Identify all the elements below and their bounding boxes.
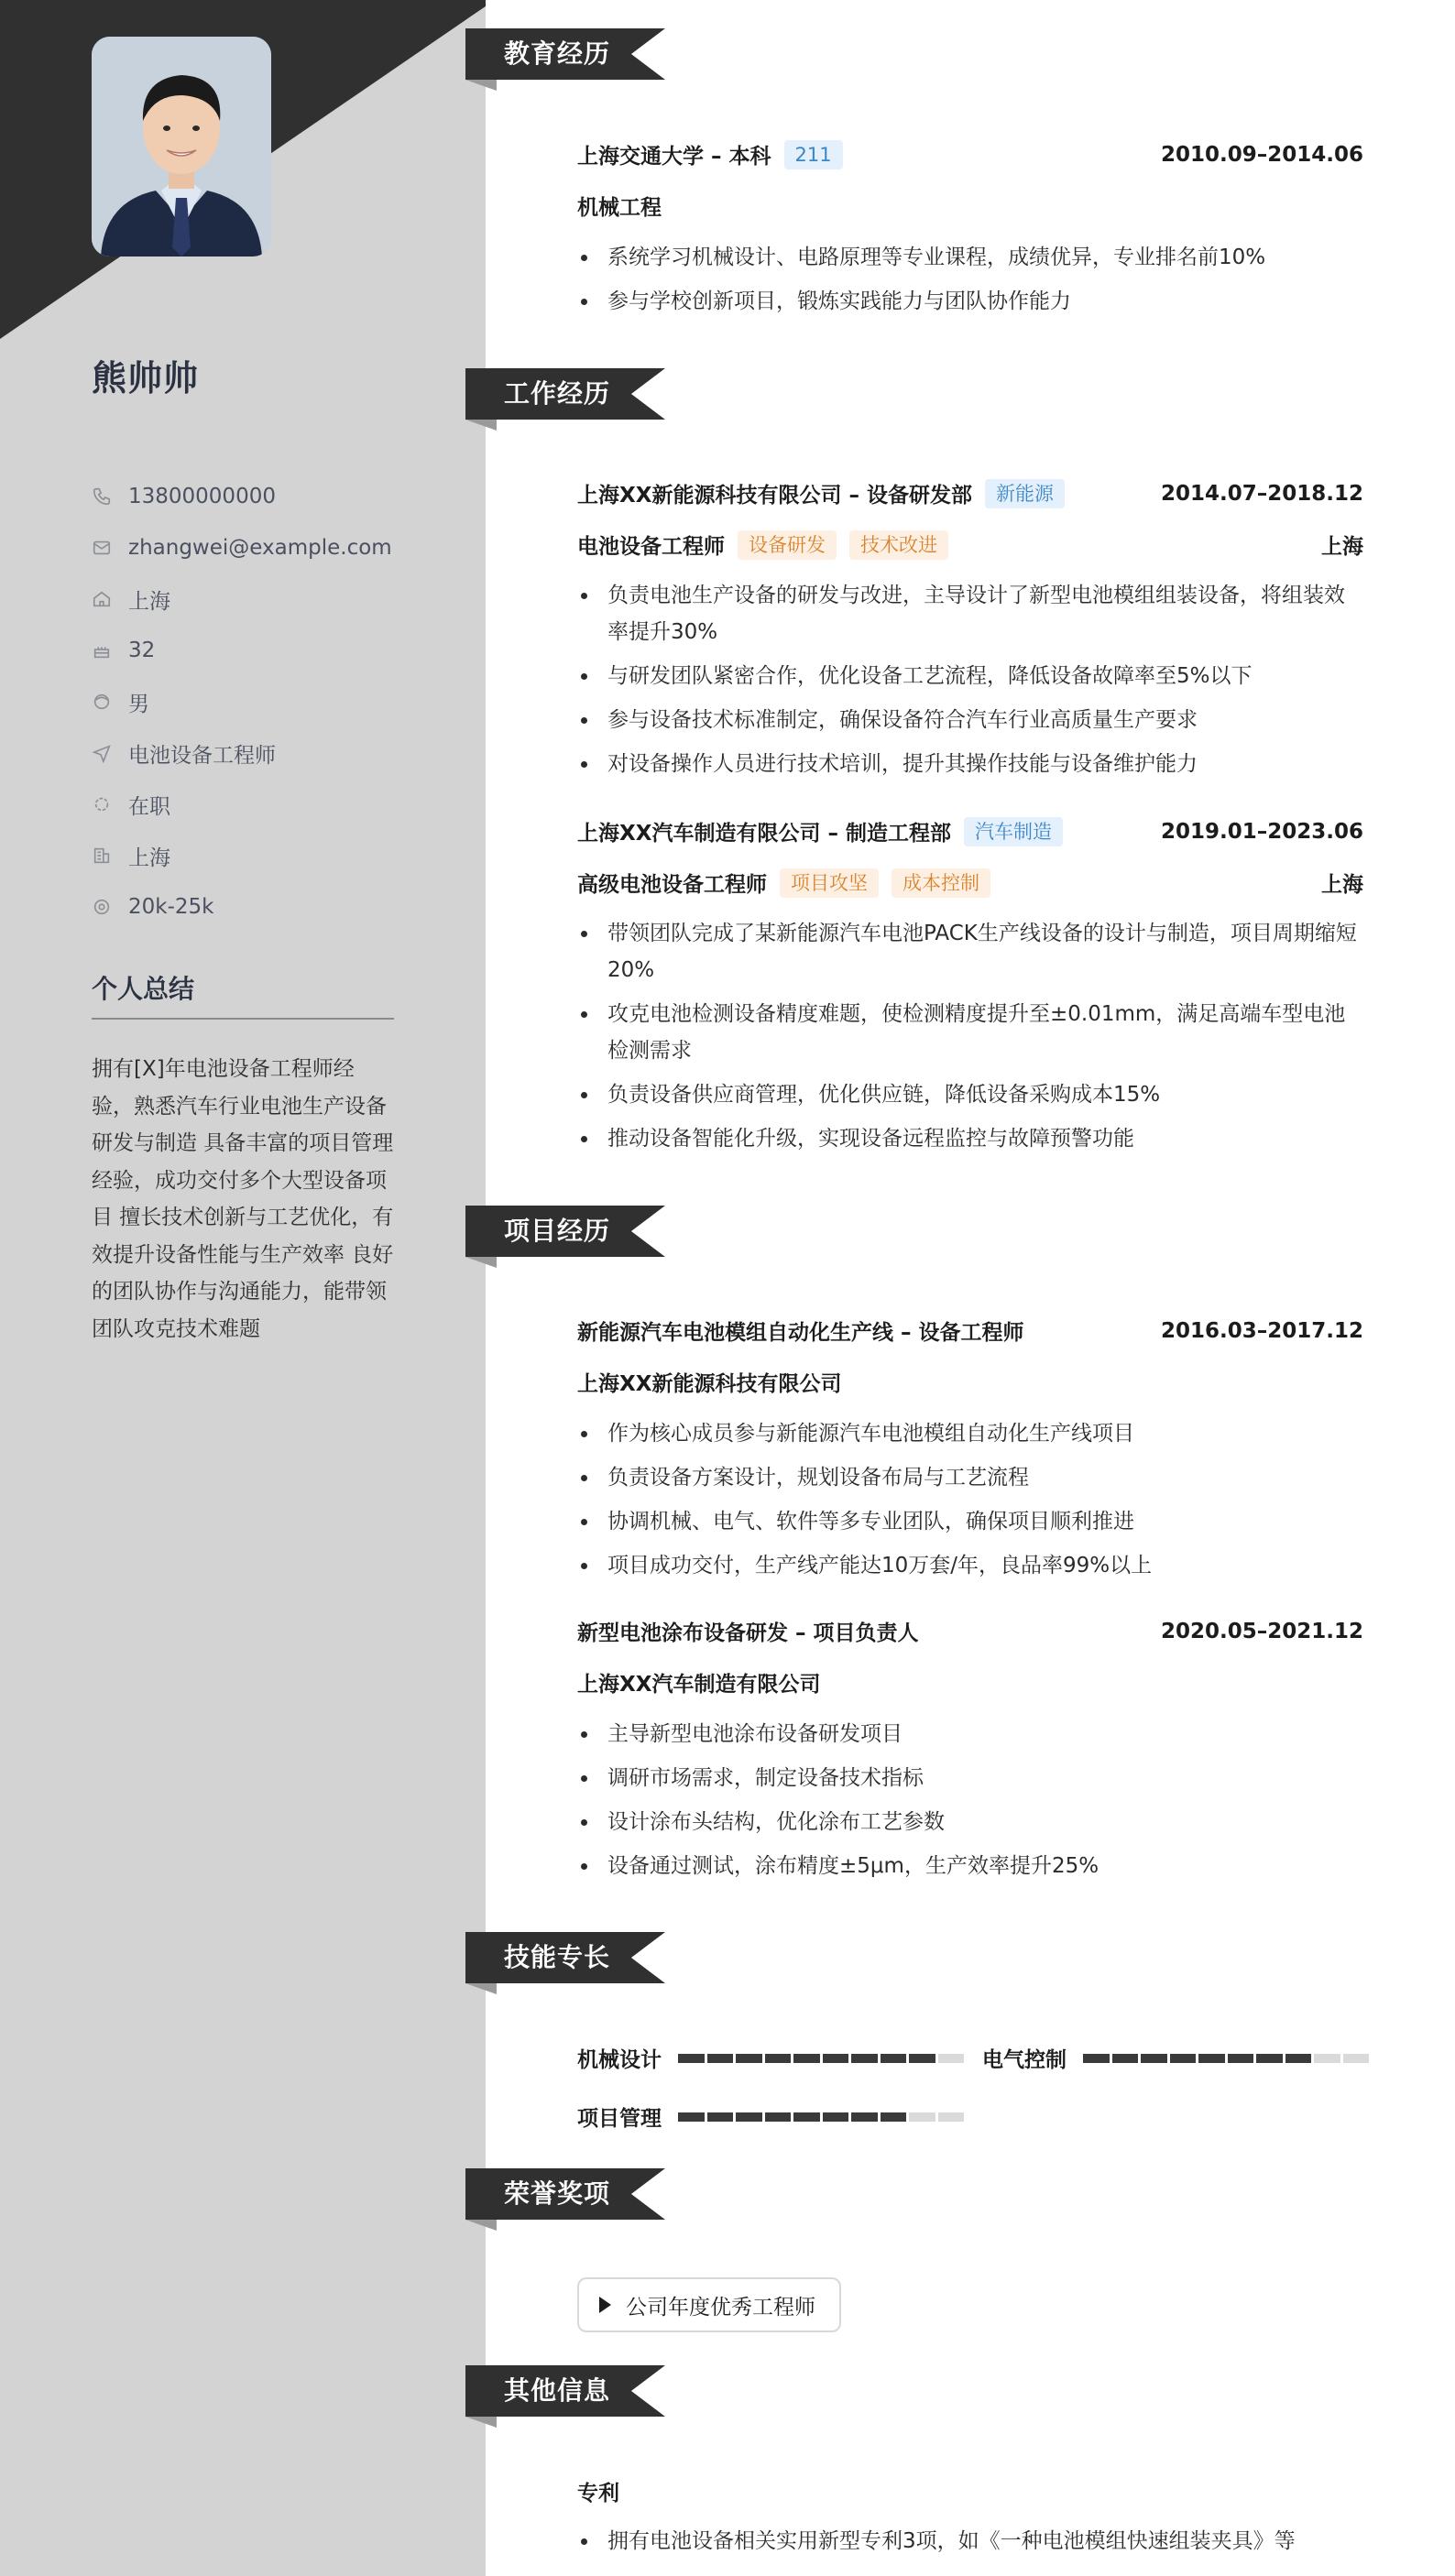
skill-bar-segment: [1343, 2054, 1370, 2063]
role-tag: 成本控制: [892, 868, 990, 898]
industry-tag: 新能源: [985, 479, 1065, 508]
home-icon: [92, 589, 112, 609]
mail-icon: [92, 538, 112, 558]
skill-item: [577, 2043, 964, 2073]
section-header-projects: [465, 1206, 667, 1259]
section-header-work: [465, 368, 667, 421]
list-item: 对设备操作人员进行技术培训，提升其操作技能与设备维护能力: [577, 746, 1363, 782]
role-tag: 项目攻坚: [780, 868, 879, 898]
skill-level-bar: [1083, 2054, 1369, 2063]
skill-bar-segment: [765, 2112, 792, 2122]
section-title: 其他信息: [504, 2375, 611, 2406]
skill-bar-segment: [881, 2054, 907, 2063]
list-item: 调研市场需求，制定设备技术指标: [577, 1760, 1363, 1796]
skill-bar-segment: [765, 2054, 792, 2063]
education-date: 2010.09–2014.06: [1160, 142, 1363, 167]
work-bullets-1: [577, 577, 1363, 790]
list-item: 设备通过测试，涂布精度±5μm，生产效率提升25%: [577, 1848, 1363, 1884]
skill-bar-segment: [1256, 2054, 1283, 2063]
skill-bar-segment: [851, 2054, 878, 2063]
education-bullets: [577, 239, 1363, 327]
project-title: 新能源汽车电池模组自动化生产线 – 设备工程师: [577, 1321, 1024, 1345]
list-item: 系统学习机械设计、电路原理等专业课程，成绩优异，专业排名前10%: [577, 239, 1363, 276]
contact-salary: [92, 881, 403, 933]
contact-text: 32: [128, 639, 156, 662]
skill-item: [982, 2043, 1369, 2073]
skill-bar-segment: [678, 2054, 705, 2063]
gender-icon: [92, 692, 112, 712]
other-title: 专利: [577, 2482, 619, 2505]
contact-age: [92, 625, 403, 676]
contact-text: 男: [128, 692, 149, 716]
skill-bar-segment: [707, 2054, 734, 2063]
project-header-2: [577, 1616, 1363, 1646]
skill-bar-segment: [736, 2112, 762, 2122]
role-tag: 设备研发: [738, 530, 837, 560]
play-triangle-icon: [599, 2297, 611, 2313]
section-title: 教育经历: [504, 38, 611, 69]
work-role-row-2: [577, 868, 1363, 898]
project-company-row-1: [577, 1367, 1363, 1397]
contact-text: 20k-25k: [128, 895, 214, 919]
industry-tag: 汽车制造: [964, 817, 1063, 846]
project-date: 2020.05–2021.12: [1160, 1619, 1363, 1643]
skill-bar-segment: [1141, 2054, 1167, 2063]
work-header-1: [577, 478, 1363, 508]
avatar: [92, 37, 271, 257]
skill-bar-segment: [1198, 2054, 1225, 2063]
skill-bar-segment: [793, 2112, 820, 2122]
contact-gender: [92, 676, 403, 727]
skill-level-bar: [678, 2054, 964, 2063]
list-item: 主导新型电池涂布设备研发项目: [577, 1716, 1363, 1752]
skill-bar-segment: [909, 2054, 935, 2063]
contact-text: 13800000000: [128, 485, 276, 508]
contact-text: 电池设备工程师: [128, 743, 276, 768]
status-icon: [92, 794, 112, 814]
honor-badge: [577, 2277, 841, 2332]
contact-text: zhangwei@example.com: [128, 536, 392, 560]
section-title: 技能专长: [504, 1942, 611, 1972]
skill-bar-segment: [881, 2112, 907, 2122]
summary-divider: [92, 1018, 394, 1020]
work-location: 上海: [1321, 873, 1363, 897]
section-header-other: [465, 2365, 667, 2418]
list-item: 负责设备供应商管理，优化供应链，降低设备采购成本15%: [577, 1076, 1363, 1113]
project-company: 上海XX汽车制造有限公司: [577, 1673, 821, 1697]
skill-bar-segment: [1314, 2054, 1340, 2063]
contact-location: [92, 573, 403, 625]
project-header-1: [577, 1315, 1363, 1346]
section-header-skills: [465, 1932, 667, 1985]
contact-phone: [92, 471, 403, 522]
sidebar: [0, 0, 486, 2576]
skill-bar-segment: [938, 2112, 965, 2122]
skill-item: [577, 2101, 964, 2132]
skill-bar-segment: [823, 2054, 849, 2063]
section-title: 项目经历: [504, 1216, 611, 1246]
education-major-row: [577, 191, 1363, 221]
building-icon: [92, 846, 112, 866]
skill-bar-segment: [851, 2112, 878, 2122]
school-tag: 211: [784, 140, 843, 169]
skill-bar-segment: [823, 2112, 849, 2122]
list-item: 推动设备智能化升级，实现设备远程监控与故障预警功能: [577, 1120, 1363, 1157]
summary-title: 个人总结: [92, 974, 195, 1004]
skill-bar-segment: [938, 2054, 965, 2063]
other-title-row: [577, 2476, 1363, 2506]
list-item: 协调机械、电气、软件等多专业团队，确保项目顺利推进: [577, 1503, 1363, 1540]
contact-text: 在职: [128, 794, 170, 819]
candidate-name: 熊帅帅: [92, 358, 200, 398]
skill-bar-segment: [707, 2112, 734, 2122]
contact-list: [92, 471, 403, 933]
contact-city: [92, 830, 403, 881]
skill-name: 机械设计: [577, 2048, 662, 2072]
list-item: 负责设备方案设计，规划设备布局与工艺流程: [577, 1459, 1363, 1496]
send-icon: [92, 743, 112, 763]
project-date: 2016.03–2017.12: [1160, 1318, 1363, 1343]
section-header-education: [465, 28, 667, 82]
list-item: 与研发团队紧密合作，优化设备工艺流程，降低设备故障率至5%以下: [577, 658, 1363, 694]
list-item: 带领团队完成了某新能源汽车电池PACK生产线设备的设计与制造，项目周期缩短20%: [577, 915, 1363, 988]
list-item: 拥有电池设备相关实用新型专利3项，如《一种电池模组快速组装夹具》等: [577, 2523, 1363, 2560]
work-bullets-2: [577, 915, 1363, 1164]
project-company: 上海XX新能源科技有限公司: [577, 1372, 842, 1396]
summary-text: 拥有[X]年电池设备工程师经验，熟悉汽车行业电池生产设备研发与制造 具备丰富的项目管理经验，成功交付多个大型设备项目 擅长技术创新与工艺优化，有效提升设备性能与生产效率 良好的团队协作与沟通能力，能带领团队攻克技术难题: [92, 1057, 394, 1341]
contact-email: [92, 522, 403, 573]
skill-name: 项目管理: [577, 2107, 662, 2131]
list-item: 作为核心成员参与新能源汽车电池模组自动化生产线项目: [577, 1415, 1363, 1452]
skill-bar-segment: [678, 2112, 705, 2122]
skill-bar-segment: [1170, 2054, 1197, 2063]
skill-bar-segment: [1083, 2054, 1110, 2063]
section-header-honors: [465, 2168, 667, 2221]
project-bullets-2: [577, 1716, 1363, 1892]
contact-text: 上海: [128, 846, 170, 870]
education-header: [577, 139, 1363, 169]
contact-position: [92, 727, 403, 779]
company-name: 上海XX新能源科技有限公司 – 设备研发部: [577, 484, 972, 508]
list-item: 参与学校创新项目，锻炼实践能力与团队协作能力: [577, 283, 1363, 320]
contact-text: 上海: [128, 589, 170, 614]
major: 机械工程: [577, 196, 662, 220]
section-title: 工作经历: [504, 378, 611, 409]
skill-name: 电气控制: [982, 2048, 1067, 2072]
skill-bar-segment: [1228, 2054, 1254, 2063]
work-date: 2019.01–2023.06: [1160, 819, 1363, 844]
phone-icon: [92, 486, 112, 507]
contact-status: [92, 779, 403, 830]
skill-bar-segment: [1285, 2054, 1312, 2063]
job-role: 电池设备工程师: [577, 535, 725, 559]
list-item: 攻克电池检测设备精度难题，使检测精度提升至±0.01mm，满足高端车型电池检测需求: [577, 996, 1363, 1069]
cake-icon: [92, 640, 112, 660]
work-header-2: [577, 816, 1363, 846]
list-item: 负责电池生产设备的研发与改进，主导设计了新型电池模组组装设备，将组装效率提升30%: [577, 577, 1363, 650]
job-role: 高级电池设备工程师: [577, 873, 767, 897]
skill-bar-segment: [793, 2054, 820, 2063]
skill-bar-segment: [909, 2112, 935, 2122]
honor-text: 公司年度优秀工程师: [626, 2295, 815, 2319]
skill-bar-segment: [736, 2054, 762, 2063]
list-item: 设计涂布头结构，优化涂布工艺参数: [577, 1804, 1363, 1840]
role-tag: 技术改进: [849, 530, 948, 560]
project-company-row-2: [577, 1667, 1363, 1697]
coin-icon: [92, 897, 112, 917]
work-location: 上海: [1321, 535, 1363, 559]
project-bullets-1: [577, 1415, 1363, 1591]
project-title: 新型电池涂布设备研发 – 项目负责人: [577, 1621, 919, 1645]
skill-level-bar: [678, 2112, 964, 2122]
school-name: 上海交通大学 – 本科: [577, 145, 771, 169]
company-name: 上海XX汽车制造有限公司 – 制造工程部: [577, 822, 951, 846]
section-title: 荣誉奖项: [504, 2178, 611, 2209]
list-item: 参与设备技术标准制定，确保设备符合汽车行业高质量生产要求: [577, 702, 1363, 738]
work-role-row-1: [577, 529, 1363, 560]
list-item: 项目成功交付，生产线产能达10万套/年，良品率99%以上: [577, 1547, 1363, 1584]
work-date: 2014.07–2018.12: [1160, 481, 1363, 506]
other-bullets: [577, 2523, 1363, 2567]
skill-bar-segment: [1112, 2054, 1139, 2063]
